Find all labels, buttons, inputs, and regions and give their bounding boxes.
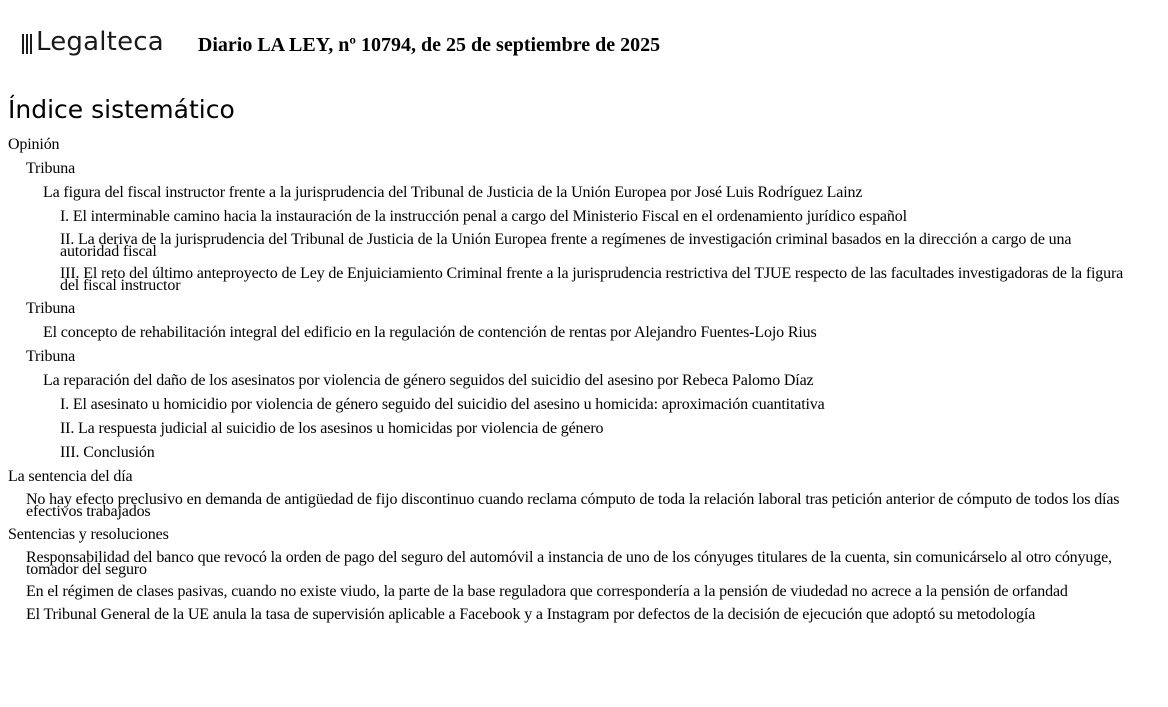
section-sentencias-y-resoluciones: Sentencias y resoluciones [8,526,169,543]
toc-subsection-link[interactable]: III. Conclusión [60,444,155,461]
toc-subsection-link[interactable]: I. El asesinato u homicidio por violencia de género seguido del suicidio del asesino u homicida: aproximación cuantitativa [60,396,825,413]
subsection-tribuna: Tribuna [26,348,76,365]
legalteca-logo[interactable] [22,27,164,57]
index-title: Índice sistemático [8,95,235,124]
logo-text: Legalteca [36,27,164,57]
toc-subsection-link[interactable]: II. La deriva de la jurisprudencia del Tribunal de Justicia de la Unión Europea frente a regímenes de investigación criminal basados en la dirección a cargo de una autoridad fiscal [60,231,1072,260]
toc-subsection-link[interactable]: I. El interminable camino hacia la instauración de la instrucción penal a cargo del Ministerio Fiscal en el ordenamiento jurídico español [60,208,907,225]
subsection-tribuna: Tribuna [26,300,76,317]
issue-title: Diario LA LEY, nº 10794, de 25 de septiembre de 2025 [197,33,661,56]
toc-article-link[interactable]: El concepto de rehabilitación integral del edificio en la regulación de contención de rentas por Alejandro Fuentes-Lojo Rius [43,324,817,341]
toc-article-link[interactable]: Responsabilidad del banco que revocó la orden de pago del seguro del automóvil a instancia de uno de los cónyuges titulares de la cuenta, sin comunicárselo al otro cónyuge, tomador del seguro [26,549,1112,578]
logo-bars-icon [22,30,34,54]
toc-article-link[interactable]: La figura del fiscal instructor frente a la jurisprudencia del Tribunal de Justicia de la Unión Europea por José Luis Rodríguez Lainz [43,184,863,201]
toc-article-link[interactable]: En el régimen de clases pasivas, cuando no existe viudo, la parte de la base reguladora que correspondería a la pensión de viudedad no acrece a la pensión de orfandad [26,583,1068,600]
subsection-tribuna: Tribuna [26,160,76,177]
section-sentencia-del-dia: La sentencia del día [8,468,133,485]
toc-article-link[interactable]: El Tribunal General de la UE anula la tasa de supervisión aplicable a Facebook y a Instagram por defectos de la decisión de ejecución que adoptó su metodología [26,606,1036,623]
section-opinion: Opinión [8,136,60,153]
toc-article-link[interactable]: La reparación del daño de los asesinatos por violencia de género seguidos del suicidio del asesino por Rebeca Palomo Díaz [43,372,814,389]
table-of-contents [0,135,1150,629]
toc-article-link[interactable]: No hay efecto preclusivo en demanda de antigüedad de fijo discontinuo cuando reclama cómputo de toda la relación laboral tras petición anterior de cómputo de todos los días efectivos trabajados [26,491,1120,520]
toc-subsection-link[interactable]: III. El reto del último anteproyecto de Ley de Enjuiciamiento Criminal frente a la jurisprudencia restrictiva del TJUE respecto de las facultades investigadoras de la figura del fiscal instructor [60,265,1124,294]
toc-subsection-link[interactable]: II. La respuesta judicial al suicidio de los asesinos u homicidas por violencia de género [60,420,604,437]
header [22,22,660,62]
